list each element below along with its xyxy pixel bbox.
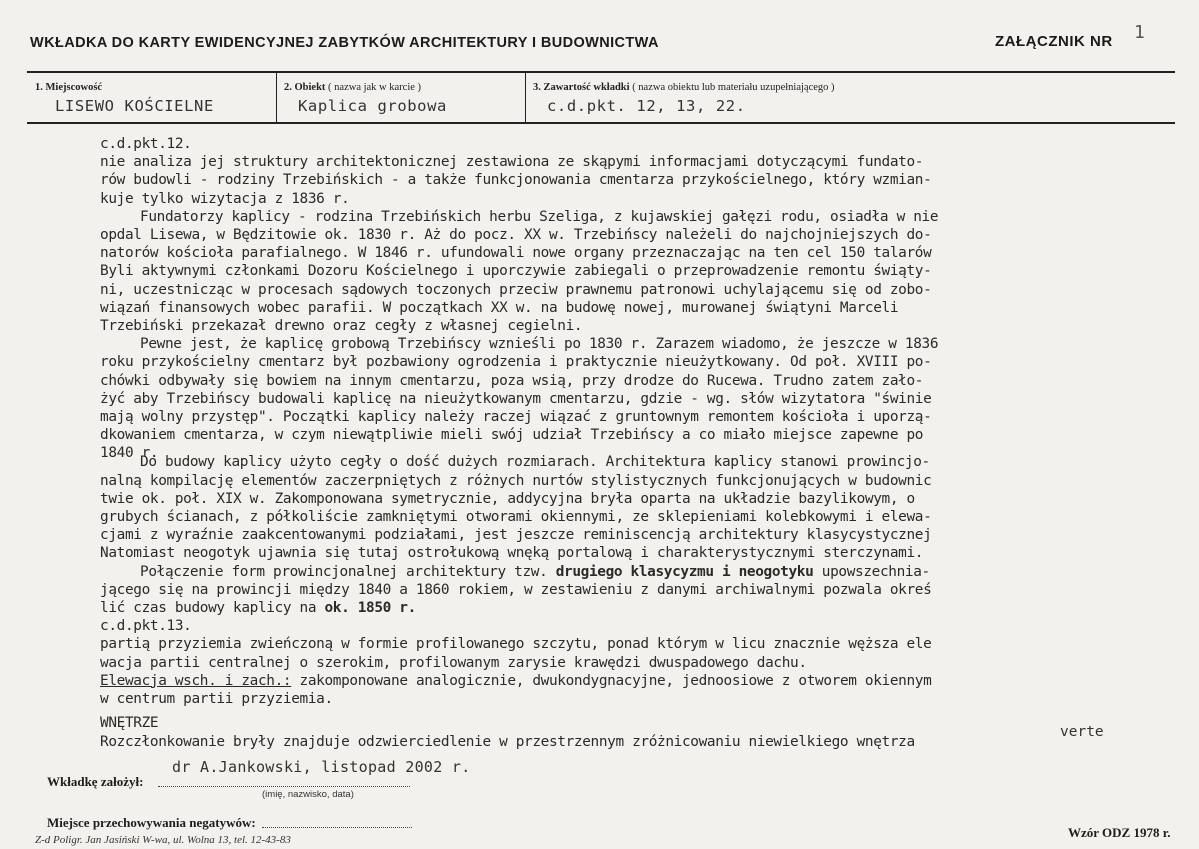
printer-imprint: Z-d Poligr. Jan Jasiński W-wa, ul. Wolna 13, tel. 12-43-83 [35,834,291,846]
template-label: Wzór ODZ 1978 r. [1068,825,1171,840]
text-line: Fundatorzy kaplicy - rodzina Trzebińskich herbu Szeliga, z kujawskiej gałęzi rodu, osiadła w nie [140,208,939,225]
text-line: mają wolny przystęp". Początki kaplicy należy raczej wiązać z gruntownym remontem kościoła i uporzą- [100,409,932,426]
text-line: ni, uczestnicząc w procesach sądowych toczonych przeciw prawnemu patronowi uchylającemu się od zobo- [100,281,932,298]
object-label: Obiekt [294,82,326,93]
text-line: nalną kompilację elementów zaczerpniętych z różnych nurtów stylistycznych funkcjonujących w budownic [100,472,932,489]
annex-number: 1 [1134,22,1145,43]
text-line: kuje tylko wizytacja z 1836 r. [100,190,350,207]
text-line: Połączenie form prowincjonalnej architektury tzw. drugiego klasycyzmu i neogotyku upowszechnia- [140,563,930,580]
text-line: chówki odbywały się bowiem na innym cmentarzu, poza wsią, przy drodze do Rucewa. Trudno zatem zało- [100,372,924,389]
text-line: nie analiza jej struktury architektonicznej zestawiona ze skąpymi informacjami dotyczącymi fundato- [100,154,924,171]
section-heading: WNĘTRZE [100,715,159,732]
text-line: Pewne jest, że kaplicę grobową Trzebińscy wznieśli po 1830 r. Zarazem wiadomo, że jeszcze w 1836 [140,336,939,353]
text-line: roku przykościelny cmentarz był pozbawiony ogrodzenia i praktycznie nieużytkowany. Od poł. XVIII po- [100,354,932,371]
text-line: wiązań finansowych wobec parafii. W początkach XX w. na budowę nowej, murowanej świątyni Marceli [100,299,899,316]
text-line: Trzebiński przekazał drewno oraz cegły z własnej cegielni. [100,318,583,335]
bold-phrase: drugiego klasycyzmu i neogotyku [555,563,814,580]
text-line: wacja partii centralnej o szerokim, profilowanym zarysie krawędzi dwuspadowego dachu. [100,654,807,671]
field-locality: 1. Miejscowość LISEWO KOŚCIELNE [35,82,214,115]
bold-date: ok. 1850 r. [324,600,416,617]
underlined-heading: Elewacja wsch. i zach.: [100,672,292,689]
negatives-line [262,827,412,828]
text-line: Elewacja wsch. i zach.: zakomponowane analogicznie, dwukondygnacyjne, jednoosiowe z otworem okiennym [100,672,932,689]
object-value: Kaplica grobowa [298,97,447,115]
text-line: żyć aby Trzebińscy budowali kaplicę na nieużytkowanym cmentarzu, gdzie - wg. słów wizytatora "świnie [100,390,932,407]
content-value: c.d.pkt. 12, 13, 22. [547,97,746,115]
text-line: twie ok. poł. XIX w. Zakomponowana symetrycznie, addycyjna bryła oparta na układzie bazylikowym, o [100,490,915,507]
text-line: grubych ścianach, z półkoliście zamkniętymi otworami okiennymi, ze sklepieniami kolebkowymi i elewa- [100,509,932,526]
form-title: WKŁADKA DO KARTY EWIDENCYJNEJ ZABYTKÓW ARCHITEKTURY I BUDOWNICTWA [30,35,659,51]
negatives-label: Miejsce przechowywania negatywów: [47,815,256,830]
text-line: Byli aktywnymi członkami Dozoru Kościelnego i uporczywie zabiegali o przeprowadzenie remontu świąty- [100,263,932,280]
content-hint: ( nazwa obiektu lub materiału uzupełniającego ) [632,82,835,93]
text-line: Natomiast neogotyk ujawnia się tutaj ostrołukową wnęką portalową i charakterystycznymi sterczynami. [100,545,924,562]
text-line: c.d.pkt.12. [100,136,192,152]
text-line: rów budowli - rodziny Trzebińskich - a także funkcjonowania cmentarza przykościelnego, który wzmian- [100,172,932,189]
text-line: 1840 r. [100,445,159,462]
inserted-by-hint: (imię, nazwisko, data) [262,789,354,800]
author-signature: dr A.Jankowski, listopad 2002 r. [172,758,471,776]
verte-note: verte [1060,724,1104,740]
inserted-by-line [158,786,410,787]
annex-label: ZAŁĄCZNIK NR [995,33,1113,50]
inserted-by-label: Wkładkę założył: [47,774,144,789]
text-line: cjami z wyraźnie zaakcentowanymi podziałami, jest jeszcze reminiscencją architektury klasycystycznej [100,527,932,544]
text-line: Rozczłonkowanie bryły znajduje odzwierciedlenie w przestrzennym zróżnicowaniu niewielkiego wnętrza [100,733,915,750]
object-hint: ( nazwa jak w karcie ) [328,82,422,93]
field-object: 2. Obiekt ( nazwa jak w karcie ) Kaplica grobowa [284,82,447,115]
content-label: Zawartość wkładki [543,82,630,93]
text-line: dkowaniem cmentarza, w czym niewątpliwie mieli swój udział Trzebińscy a co miało miejsce zapewne po [100,427,924,444]
field-content: 3. Zawartość wkładki ( nazwa obiektu lub materiału uzupełniającego ) c.d.pkt. 12, 13, 22. [533,82,835,115]
text-line: jącego się na prowincji między 1840 a 1860 rokiem, w zestawieniu z danymi archiwalnymi pozwala okreś [100,581,932,598]
locality-label: Miejscowość [45,82,103,93]
top-rule [27,71,1175,73]
text-line: lić czas budowy kaplicy na ok. 1850 r. [100,600,416,617]
text-line: w centrum partii przyziemia. [100,691,333,708]
text-line: natorów kościoła parafialnego. W 1846 r. ufundowali nowe organy przeznaczając na ten cel 150 talarów [100,245,932,262]
text-line: partią przyziemia zwieńczoną w formie profilowanego szczytu, ponad którym w licu znacznie węższa ele [100,636,932,653]
text-line: c.d.pkt.13. [100,618,192,635]
locality-value: LISEWO KOŚCIELNE [55,97,214,115]
body-text [100,135,1140,751]
bottom-rule [27,122,1175,124]
text-line: opdal Lisewa, w Będzitowie ok. 1830 r. Aż do pocz. XX w. Trzebińscy należeli do najchojniejszych do- [100,227,932,244]
text-line: Do budowy kaplicy użyto cegły o dość dużych rozmiarach. Architektura kaplicy stanowi prowincjo- [140,454,930,471]
